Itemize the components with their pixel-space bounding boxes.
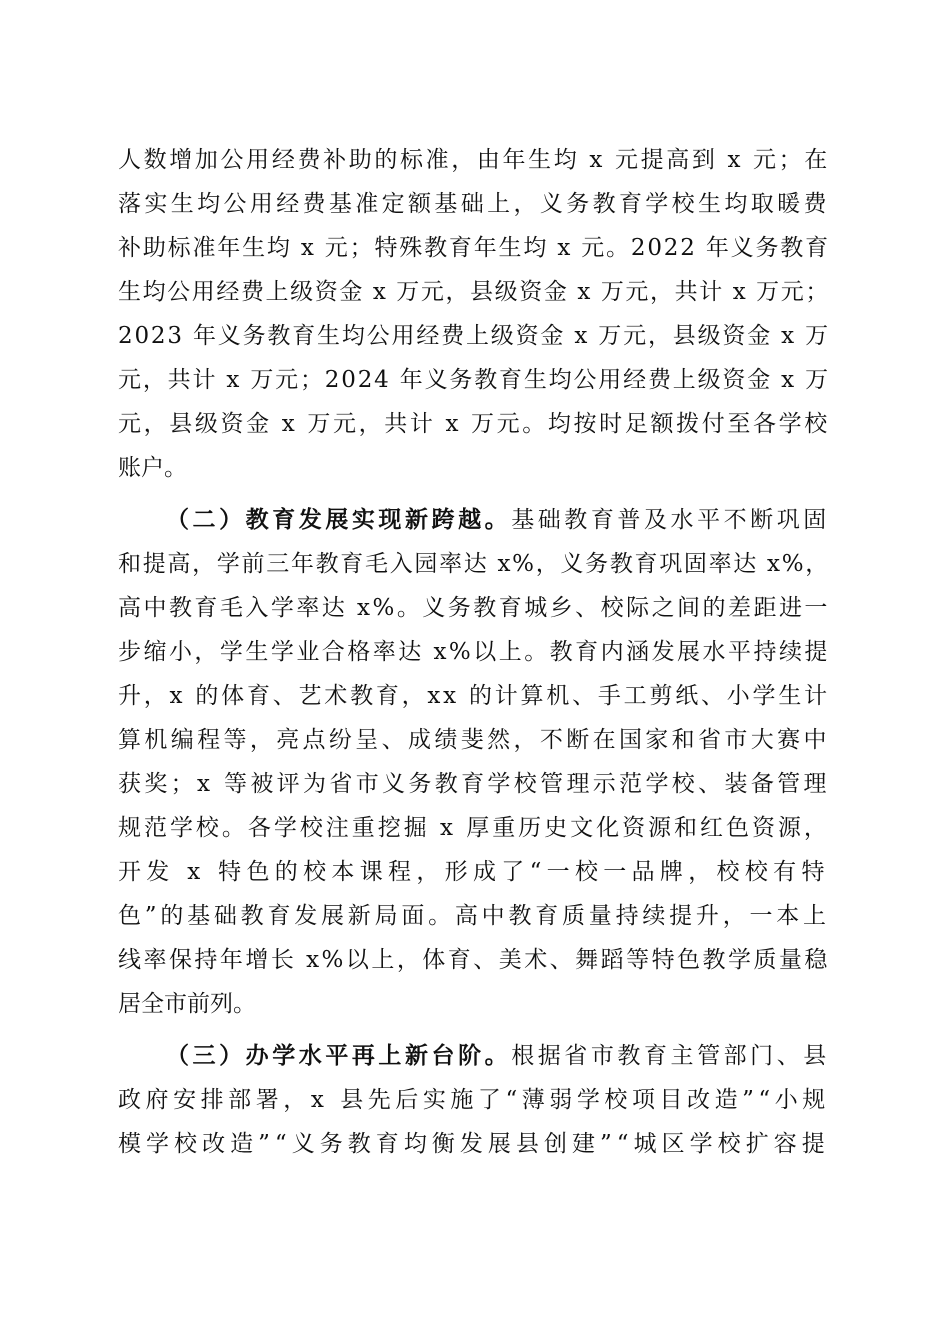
section-heading: （二）教育发展实现新跨越。	[166, 506, 512, 533]
text-line: 2023 年义务教育生均公用经费上级资金 x 万元，县级资金 x 万	[118, 323, 830, 349]
text-line: 升，x 的体育、艺术教育，xx 的计算机、手工剪纸、小学生计	[118, 683, 830, 709]
text-line: 居全市前列。	[118, 991, 256, 1017]
text-line: 规范学校。各学校注重挖掘 x 厚重历史文化资源和红色资源，	[118, 815, 830, 841]
text-line: 政府安排部署，x 县先后实施了“薄弱学校项目改造”“小规	[118, 1087, 830, 1113]
text-line: 元，县级资金 x 万元，共计 x 万元。均按时足额拨付至各学校	[118, 411, 830, 437]
text-line: 开发 x 特色的校本课程，形成了“一校一品牌，校校有特	[118, 859, 830, 885]
text-line: 算机编程等，亮点纷呈、成绩斐然，不断在国家和省市大赛中	[118, 727, 830, 753]
text-line: 落实生均公用经费基准定额基础上，义务教育学校生均取暖费	[118, 191, 830, 217]
paragraph-education-development	[118, 498, 830, 1026]
text-line: 账户。	[118, 455, 187, 481]
text-line: 步缩小，学生学业合格率达 x%以上。教育内涵发展水平持续提	[118, 639, 830, 665]
text-line: 和提高，学前三年教育毛入园率达 x%，义务教育巩固率达 x%，	[118, 551, 830, 577]
paragraph-school-level	[118, 1034, 830, 1166]
text-line: 色”的基础教育发展新局面。高中教育质量持续提升，一本上	[118, 903, 830, 929]
text-line: 高中教育毛入学率达 x%。义务教育城乡、校际之间的差距进一	[118, 595, 830, 621]
text-line: 人数增加公用经费补助的标准，由年生均 x 元提高到 x 元；在	[118, 147, 830, 173]
section-heading: （三）办学水平再上新台阶。	[166, 1042, 512, 1069]
text-line: 线率保持年增长 x%以上，体育、美术、舞蹈等特色教学质量稳	[118, 947, 830, 973]
text-line: （二）教育发展实现新跨越。基础教育普及水平不断巩固	[166, 506, 830, 533]
text-line: 模学校改造”“义务教育均衡发展县创建”“城区学校扩容提	[118, 1131, 830, 1157]
text-line: （三）办学水平再上新台阶。根据省市教育主管部门、县	[166, 1042, 830, 1069]
text-line: 获奖；x 等被评为省市义务教育学校管理示范学校、装备管理	[118, 771, 830, 797]
text-line: 元，共计 x 万元；2024 年义务教育生均公用经费上级资金 x 万	[118, 367, 830, 393]
text-line: 补助标准年生均 x 元；特殊教育年生均 x 元。2022 年义务教育	[118, 235, 830, 261]
paragraph-funding	[118, 138, 830, 490]
text-line: 生均公用经费上级资金 x 万元，县级资金 x 万元，共计 x 万元；	[118, 279, 830, 305]
